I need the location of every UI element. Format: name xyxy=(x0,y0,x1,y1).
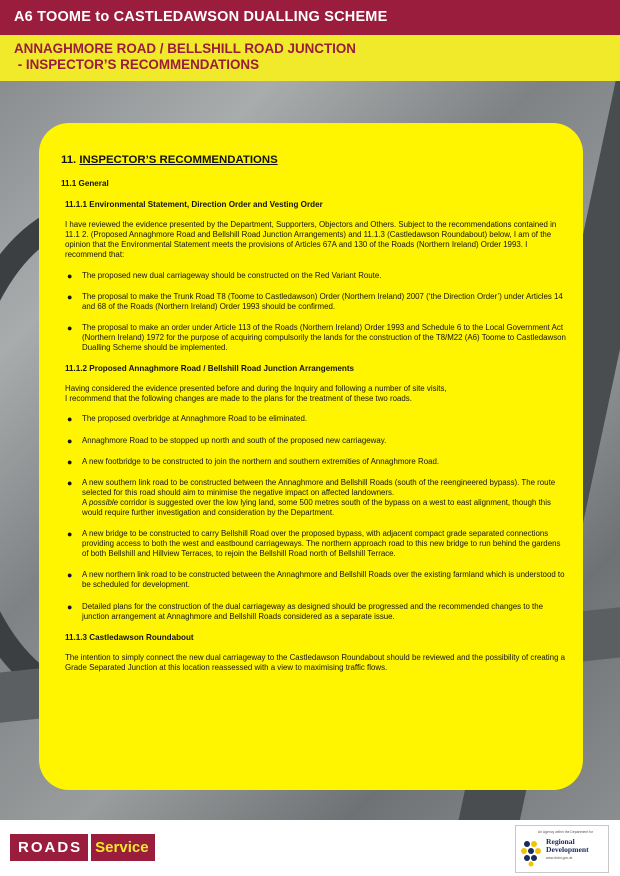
header-bar xyxy=(0,0,620,35)
bullet-icon: ● xyxy=(67,477,73,488)
list-item-southern-link: ● A new southern link road to be constructed between the Annaghmore and Bellshill Roads (south of the reengineered bypass). The route selected for this road should aim to minimise the negative impact on affected landowners. A possible corridor is suggested over the low lying land, some 500 metres south of the bypass on a west to east alignment, though this would require further investigation and consideration by the Department. xyxy=(67,477,556,517)
subsection-intro-1-1-2: Having considered the evidence presented before and during the Inquiry and following a number of site visits, I recommend that the following changes are made to the plans for the treatment of these two roads. xyxy=(65,384,447,404)
general-heading: 11.1 General xyxy=(61,179,109,188)
dept-agency-text: An Agency within the Department for xyxy=(538,830,594,834)
subsection-heading-1-1-3: 11.1.3 Castledawson Roundabout xyxy=(65,632,194,642)
subtitle-line-1: ANNAGHMORE ROAD / BELLSHILL ROAD JUNCTION xyxy=(14,41,356,56)
subtitle-bar xyxy=(0,35,620,81)
bullet-icon: ● xyxy=(67,601,73,612)
bullet-icon: ● xyxy=(67,529,73,540)
subsection-heading-1-1-2: 11.1.2 Proposed Annaghmore Road / Bellshill Road Junction Arrangements xyxy=(65,364,355,374)
bullet-icon: ● xyxy=(67,570,73,581)
list-item: ● The proposal to make the Trunk Road T8 (Toome to Castledawson) Order (Northern Ireland) 2007 (‘the Direction Order’) under Articles 14 and 68 of the Roads (Northern Ireland) Order 1993 should be confirmed. xyxy=(67,291,563,311)
bullet-icon: ● xyxy=(67,435,73,446)
dots-emblem-icon xyxy=(519,838,545,868)
list-item: ● A new bridge to be constructed to carry Bellshill Road over the proposed bypass, with adjacent compact grade separated connections providing access to both the west and eastbound carriageways. The northern approach road to this new bridge to run behind the gardens of both Bellshill and Hillview Terraces, to rejoin the Bellshill Road north of Bellshill Terrace. xyxy=(67,529,561,559)
list-item: ● The proposal to make an order under Article 113 of the Roads (Northern Ireland) Order 1993 and Schedule 6 to the Local Government Act (Northern Ireland) 1972 for the purpose of acquiring compulsorily the lands for the construction of the T8/M22 (A6) Toome to Castledawson Dualling Scheme should be implemented. xyxy=(67,322,566,353)
list-item: ● Detailed plans for the construction of the dual carriageway as designed should be progressed and the recommended changes to the junction arrangement at Annaghmore and Bellshill Roads considered as a separate issue. xyxy=(67,601,544,621)
subsection-intro-1-1-1: I have reviewed the evidence presented by the Department, Supporters, Objectors and Others. Subject to the recommendations contained in 11.1 2. (Proposed Annaghmore Road and Bellshill Road Junction Arrangements) and 11.1.3 (Castledawson Roundabout) below, I am of the opinion that the Environmental Statement meets the provisions of Articles 67A and 130 of the Roads (Northern Ireland) Order 1993. I recommend that: xyxy=(65,220,557,260)
roads-service-logo xyxy=(10,834,159,861)
subtitle-line-2: - INSPECTOR’S RECOMMENDATIONS xyxy=(14,57,260,72)
dept-url: www.drdni.gov.uk xyxy=(546,856,573,860)
page-subtitle xyxy=(14,41,356,73)
list-item: ● A new northern link road to be constructed between the Annaghmore and Bellshill Roads over the existing farmland which is understood to be scheduled for development. xyxy=(67,570,565,590)
list-item: ● The proposed overbridge at Annaghmore Road to be eliminated. xyxy=(67,414,308,425)
recommendations-content xyxy=(61,153,566,683)
list-item: ● The proposed new dual carriageway should be constructed on the Red Variant Route. xyxy=(67,270,382,281)
footer xyxy=(0,820,620,876)
list-item: ● Annaghmore Road to be stopped up north and south of the proposed new carriageway. xyxy=(67,435,387,446)
roads-word: ROADS xyxy=(10,834,88,861)
bullet-icon: ● xyxy=(67,456,73,467)
dept-name: Regional Development xyxy=(546,837,589,854)
section-number: 11. xyxy=(61,154,80,166)
section-heading xyxy=(61,153,566,167)
scheme-title: A6 TOOME to CASTLEDAWSON DUALLING SCHEME xyxy=(14,9,388,25)
section-title: INSPECTOR’S RECOMMENDATIONS xyxy=(79,154,278,166)
list-item: ● A new footbridge to be constructed to join the northern and southern extremities of Annaghmore Road. xyxy=(67,456,440,467)
bullet-icon: ● xyxy=(67,270,73,281)
bullet-icon: ● xyxy=(67,291,73,302)
bullet-icon: ● xyxy=(67,322,73,333)
bullet-icon: ● xyxy=(67,414,73,425)
service-word: Service xyxy=(88,834,154,861)
subsection-heading-1-1-1: 11.1.1 Environmental Statement, Direction Order and Vesting Order xyxy=(65,200,323,210)
regional-development-logo xyxy=(515,825,609,873)
subsection-text-1-1-3: The intention to simply connect the new dual carriageway to the Castledawson Roundabout should be reviewed and the possibility of creating a Grade Separated Junction at this location reassessed with a view to maximising traffic flows. xyxy=(65,652,566,672)
